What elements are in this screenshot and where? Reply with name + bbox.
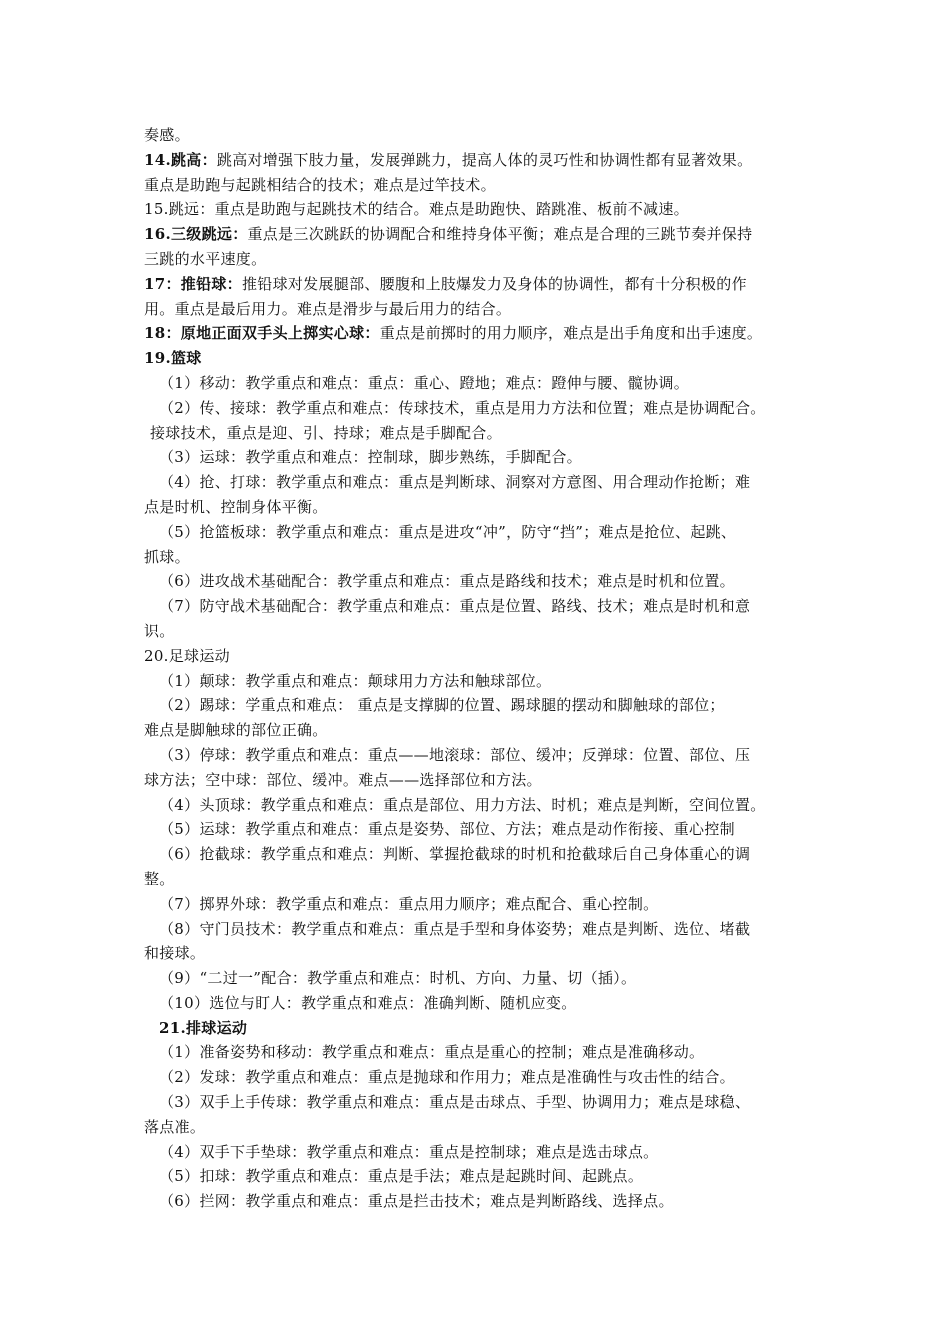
text-line <box>144 594 824 619</box>
text-line <box>144 669 824 694</box>
text-line <box>144 297 824 322</box>
line-text: （1）准备姿势和移动：教学重点和难点：重点是重心的控制；难点是准确移动。 <box>159 1043 705 1062</box>
text-line <box>144 1016 824 1041</box>
line-text: 重点是三次跳跃的协调配合和维持身体平衡；难点是合理的三跳节奏并保持 <box>247 225 753 244</box>
text-line <box>144 743 824 768</box>
line-text: （1）移动：教学重点和难点：重点：重心、蹬地；难点：蹬伸与腰、髋协调。 <box>159 373 690 392</box>
line-text: 重点是前掷时的用力顺序，难点是出手角度和出手速度。 <box>379 324 763 343</box>
line-text: 识。 <box>144 621 175 640</box>
text-line <box>144 768 824 793</box>
line-text: 20.足球运动 <box>144 646 230 665</box>
text-line <box>144 123 824 148</box>
line-text: （3）双手上手传球：教学重点和难点：重点是击球点、手型、协调用力；难点是球稳、 <box>159 1093 751 1112</box>
text-line <box>144 148 824 173</box>
line-text: （6）抢截球：教学重点和难点：判断、掌握抢截球的时机和抢截球后自己身体重心的调 <box>159 845 751 864</box>
text-line <box>144 470 824 495</box>
line-text: （3）停球：教学重点和难点：重点——地滚球：部位、缓冲；反弹球：位置、部位、压 <box>159 745 751 764</box>
line-text: （4）头顶球：教学重点和难点：重点是部位、用力方法、时机；难点是判断，空间位置。 <box>159 795 766 814</box>
line-text: （5）运球：教学重点和难点：重点是姿势、部位、方法；难点是动作衔接、重心控制 <box>159 820 735 839</box>
line-text: （2）发球：教学重点和难点：重点是抛球和作用力；难点是准确性与攻击性的结合。 <box>159 1068 735 1087</box>
text-line <box>144 321 824 346</box>
line-text: （10）选位与盯人：教学重点和难点：准确判断、随机应变。 <box>159 993 577 1012</box>
text-line <box>144 1164 824 1189</box>
line-text: （9）“二过一”配合：教学重点和难点：时机、方向、力量、切（插）。 <box>159 969 637 988</box>
line-text: （4）抢、打球：教学重点和难点：重点是判断球、洞察对方意图、用合理动作抢断；难 <box>159 473 751 492</box>
text-line <box>144 545 824 570</box>
line-text: 推铅球对发展腿部、腰腹和上肢爆发力及身体的协调性，都有十分积极的作 <box>241 274 747 293</box>
text-line <box>144 272 824 297</box>
text-line <box>144 1189 824 1214</box>
bold-heading: 18：原地正面双手头上掷实心球： <box>144 324 380 343</box>
line-text: 难点是脚触球的部位正确。 <box>144 721 328 740</box>
line-text: （5）抢篮板球：教学重点和难点：重点是进攻“冲”，防守“挡”；难点是抢位、起跳、 <box>159 522 737 541</box>
line-text: 奏感。 <box>144 126 190 144</box>
text-line <box>144 247 824 272</box>
line-text: （4）双手下手垫球：教学重点和难点：重点是控制球；难点是选击球点。 <box>159 1142 659 1161</box>
line-text: 球方法；空中球：部位、缓冲。难点——选择部位和方法。 <box>144 770 542 789</box>
text-line <box>144 173 824 198</box>
text-line <box>144 892 824 917</box>
text-line <box>144 197 824 222</box>
bold-heading: 14.跳高： <box>144 150 217 169</box>
bold-heading: 19.篮球 <box>144 349 202 368</box>
text-line <box>144 917 824 942</box>
text-line <box>144 793 824 818</box>
text-line <box>144 966 824 991</box>
text-line <box>144 569 824 594</box>
text-line <box>144 1140 824 1165</box>
bold-heading: 17：推铅球： <box>144 274 242 293</box>
text-line <box>144 396 824 421</box>
text-line <box>144 346 824 371</box>
line-text: 重点是助跑与起跳相结合的技术；难点是过竿技术。 <box>144 175 496 194</box>
text-line <box>144 991 824 1016</box>
text-line <box>144 421 824 446</box>
line-text: 15.跳远：重点是助跑与起跳技术的结合。难点是助跑快、踏跳准、板前不减速。 <box>144 200 689 219</box>
line-text: 点是时机、控制身体平衡。 <box>144 497 328 516</box>
line-text: 用。重点是最后用力。难点是滑步与最后用力的结合。 <box>144 299 512 318</box>
text-line <box>144 1115 824 1140</box>
text-line <box>144 1065 824 1090</box>
bold-heading: 16.三级跳远： <box>144 225 248 244</box>
text-line <box>144 817 824 842</box>
text-line <box>144 867 824 892</box>
document-page <box>144 123 824 1214</box>
line-text: （2）传、接球：教学重点和难点：传球技术，重点是用力方法和位置；难点是协调配合。 <box>159 398 766 417</box>
line-text: （2）踢球：学重点和难点： 重点是支撑脚的位置、踢球腿的摆动和脚触球的部位； <box>159 696 725 715</box>
text-line <box>144 371 824 396</box>
line-text: （7）防守战术基础配合：教学重点和难点：重点是位置、路线、技术；难点是时机和意 <box>159 597 751 616</box>
text-line <box>144 842 824 867</box>
line-text: 和接球。 <box>144 944 206 963</box>
text-line <box>144 693 824 718</box>
text-line <box>144 495 824 520</box>
line-text: （3）运球：教学重点和难点：控制球，脚步熟练，手脚配合。 <box>159 448 582 467</box>
text-line <box>144 644 824 669</box>
line-text: （1）颠球：教学重点和难点：颠球用力方法和触球部位。 <box>159 671 552 690</box>
line-text: （6）拦网：教学重点和难点：重点是拦击技术；难点是判断路线、选择点。 <box>159 1192 674 1211</box>
text-line <box>144 520 824 545</box>
line-text: （8）守门员技术：教学重点和难点：重点是手型和身体姿势；难点是判断、选位、堵截 <box>159 919 751 938</box>
text-line <box>144 222 824 247</box>
line-text: 跳高对增强下肢力量，发展弹跳力，提高人体的灵巧性和协调性都有显著效果。 <box>216 150 753 169</box>
line-text: （7）掷界外球：教学重点和难点：重点用力顺序；难点配合、重心控制。 <box>159 894 659 913</box>
text-line <box>144 619 824 644</box>
text-line <box>144 941 824 966</box>
line-text: 整。 <box>144 869 175 888</box>
bold-heading: 21.排球运动 <box>159 1018 248 1037</box>
text-line <box>144 1090 824 1115</box>
text-line <box>144 1040 824 1065</box>
line-text: 接球技术，重点是迎、引、持球；难点是手脚配合。 <box>150 423 502 442</box>
line-text: （5）扣球：教学重点和难点：重点是手法；难点是起跳时间、起跳点。 <box>159 1167 644 1186</box>
line-text: 抓球。 <box>144 547 190 566</box>
text-line <box>144 718 824 743</box>
line-text: 落点准。 <box>144 1117 206 1136</box>
text-line <box>144 445 824 470</box>
line-text: （6）进攻战术基础配合：教学重点和难点：重点是路线和技术；难点是时机和位置。 <box>159 572 735 591</box>
line-text: 三跳的水平速度。 <box>144 249 267 268</box>
